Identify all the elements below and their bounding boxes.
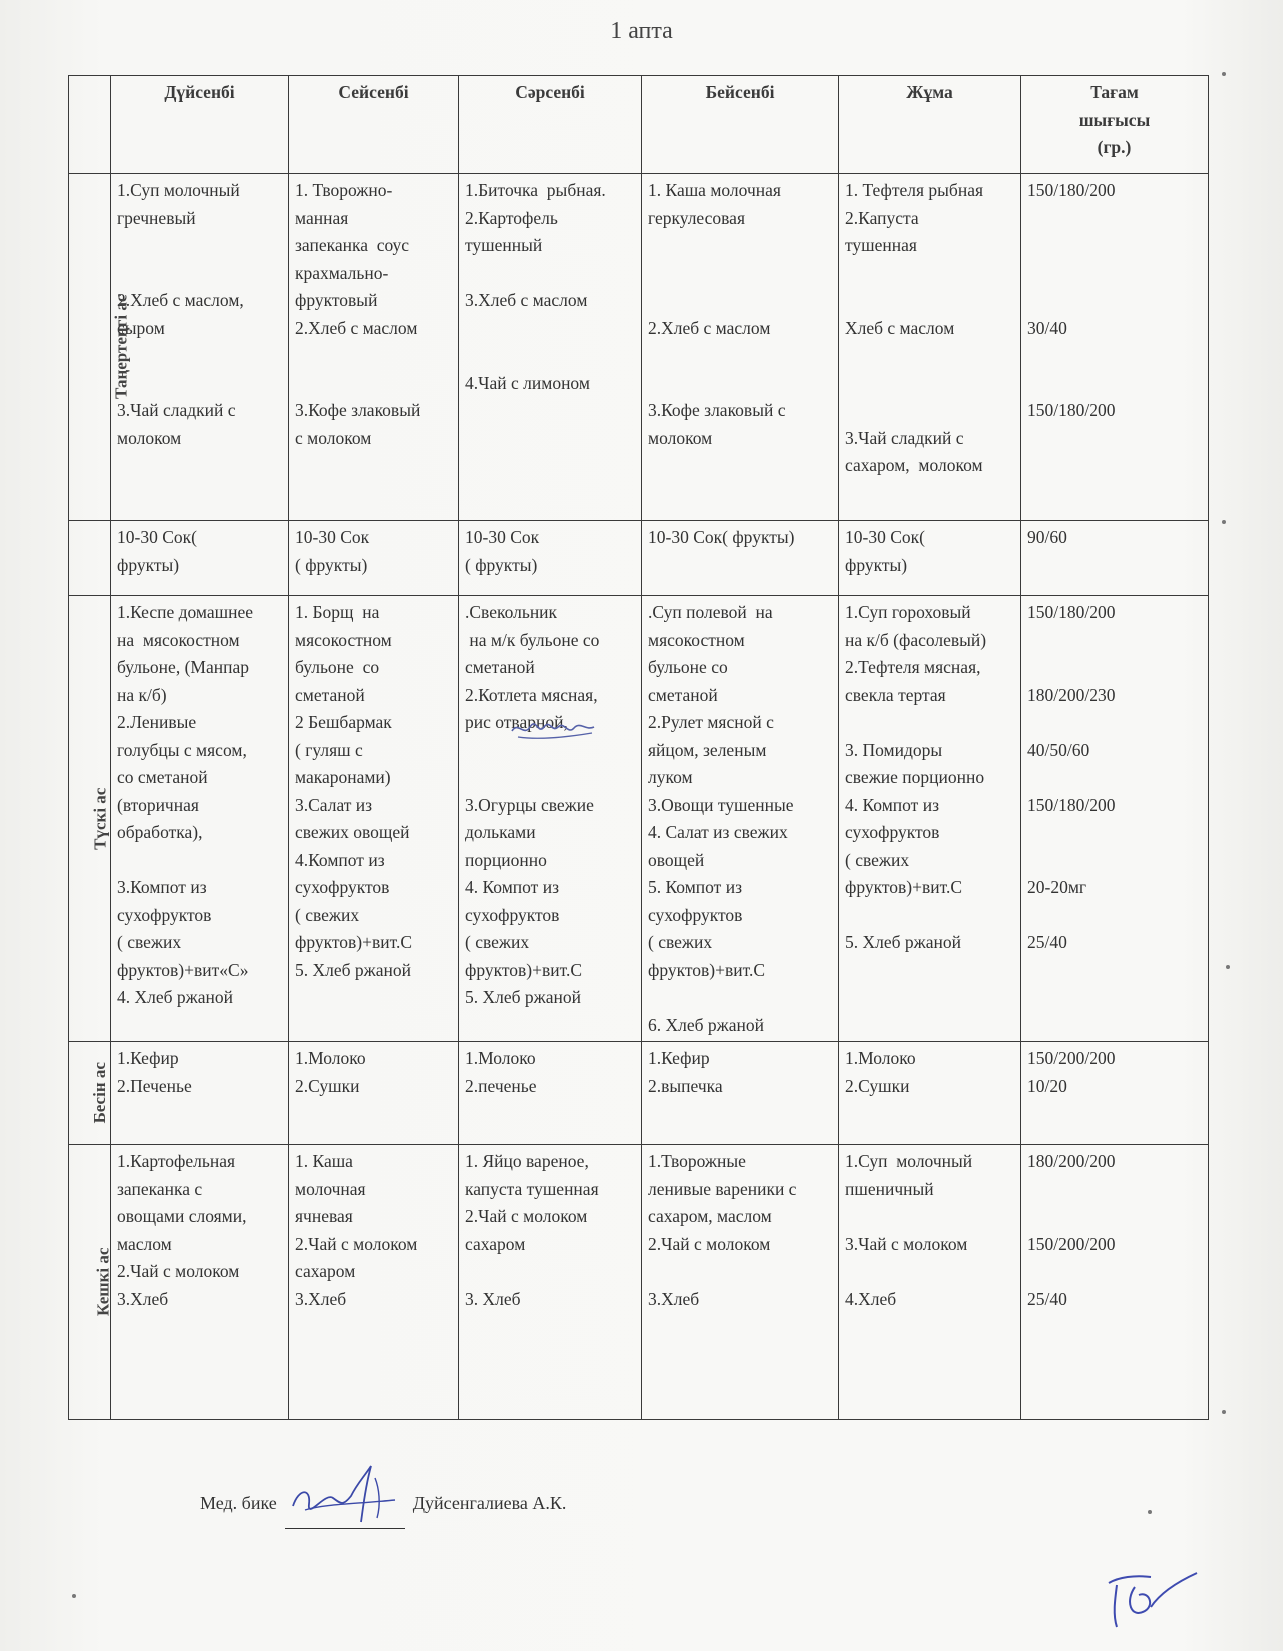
menu-line: ( фрукты) xyxy=(295,554,368,575)
menu-line: с молоком xyxy=(295,427,372,448)
menu-line: сахаром, маслом xyxy=(648,1206,772,1226)
menu-line: 1. Каша молочная xyxy=(648,180,781,200)
menu-cell-monday xyxy=(111,174,289,521)
menu-line: 180/200/200 xyxy=(1027,1151,1116,1171)
menu-line xyxy=(1027,232,1202,260)
menu-line: 4. Компот из xyxy=(465,877,559,897)
menu-line: ( свежих xyxy=(295,904,360,925)
meal-name-cell xyxy=(69,174,131,521)
menu-line: молочная xyxy=(295,1178,366,1199)
menu-line: 2 Бешбармак xyxy=(295,712,392,732)
menu-line: 1.Суп молочный xyxy=(845,1151,973,1171)
menu-cell-thursday xyxy=(642,1145,839,1420)
header-row xyxy=(69,76,1209,174)
menu-line: 3.Чай с молоком xyxy=(845,1233,968,1254)
menu-line: бульоне со xyxy=(648,657,728,677)
menu-line xyxy=(845,342,1014,370)
menu-cell-wednesday xyxy=(459,521,642,596)
menu-line: мясокостном xyxy=(648,629,745,650)
menu-cell-monday xyxy=(111,1042,289,1145)
menu-line: 2.Чай с молоком xyxy=(465,1206,588,1226)
menu-line: фрукты) xyxy=(845,554,908,575)
menu-cell-output xyxy=(1021,1145,1209,1420)
menu-line: 2.Печенье xyxy=(117,1075,192,1096)
menu-line: 2.Чай с молоком xyxy=(648,1233,771,1254)
menu-line: мясокостном xyxy=(295,629,392,650)
menu-line: фрукты) xyxy=(117,554,180,575)
menu-line xyxy=(845,287,1014,315)
menu-line: 150/180/200 xyxy=(1027,400,1116,420)
menu-cell-tuesday xyxy=(289,1042,459,1145)
menu-line: 2.печенье xyxy=(465,1075,537,1096)
menu-line: ( свежих xyxy=(648,932,713,952)
menu-line: на к/б) xyxy=(117,684,167,705)
menu-line: 180/200/230 xyxy=(1027,684,1116,705)
menu-line: сахаром xyxy=(295,1261,356,1281)
header-corner xyxy=(69,76,111,174)
meal-row-breakfast xyxy=(69,174,1209,521)
menu-line: 4. Хлеб ржаной xyxy=(117,987,234,1007)
signature-line xyxy=(285,1478,405,1529)
menu-line: тушенная xyxy=(845,235,917,255)
menu-line: .Свекольник xyxy=(465,602,558,622)
menu-line: сухофруктов xyxy=(648,904,743,925)
menu-line: сахаром, молоком xyxy=(845,455,983,475)
menu-line: 25/40 xyxy=(1027,932,1067,952)
menu-cell-friday xyxy=(839,174,1021,521)
menu-line: 2.Чай с молоком xyxy=(117,1261,240,1281)
scan-speck xyxy=(1222,1410,1226,1414)
menu-line xyxy=(1027,1258,1202,1286)
menu-line: 2.Чай с молоком xyxy=(295,1233,418,1254)
menu-line xyxy=(1027,764,1202,792)
menu-line: свежие порционно xyxy=(845,767,985,787)
menu-line xyxy=(845,1258,1014,1286)
menu-cell-tuesday xyxy=(289,596,459,1042)
menu-line: 3.Салат из xyxy=(295,794,373,815)
menu-line: ленивые вареники с xyxy=(648,1178,797,1199)
menu-line: 4.Компот из xyxy=(295,849,385,870)
header-day-monday: Дүйсенбі xyxy=(111,76,289,174)
menu-line: Хлеб с маслом xyxy=(845,317,955,338)
menu-line xyxy=(1027,342,1202,370)
menu-line xyxy=(1027,654,1202,682)
header-day-friday: Жұма xyxy=(839,76,1021,174)
menu-line: тушенный xyxy=(465,235,543,255)
menu-line: 150/200/200 xyxy=(1027,1233,1116,1254)
menu-cell-wednesday xyxy=(459,1145,642,1420)
menu-line: дольками xyxy=(465,822,536,842)
menu-cell-output xyxy=(1021,174,1209,521)
menu-line: молоком xyxy=(648,427,713,448)
menu-line: 2.Хлеб с маслом, xyxy=(117,290,244,310)
menu-line: овощей xyxy=(648,849,705,870)
scan-speck xyxy=(72,1594,76,1598)
menu-line: 10/20 xyxy=(1027,1075,1067,1096)
menu-line: 3.Хлеб xyxy=(117,1288,169,1309)
menu-cell-thursday xyxy=(642,521,839,596)
meal-name-cell xyxy=(69,521,111,596)
handwritten-signature xyxy=(285,1448,415,1528)
menu-line: запеканка соус xyxy=(295,235,410,255)
menu-line: 40/50/60 xyxy=(1027,739,1090,760)
menu-cell-wednesday xyxy=(459,174,642,521)
menu-line: 3.Хлеб с маслом xyxy=(465,290,588,310)
menu-line xyxy=(1027,709,1202,737)
menu-line xyxy=(465,315,635,343)
menu-cell-friday xyxy=(839,596,1021,1042)
menu-line: фруктов)+вит.С xyxy=(295,932,413,952)
menu-line: голубцы с мясом, xyxy=(117,739,247,760)
menu-cell-output xyxy=(1021,596,1209,1042)
menu-line: гречневый xyxy=(117,207,196,228)
menu-line: 30/40 xyxy=(1027,317,1067,338)
signature-row xyxy=(200,1478,566,1529)
menu-line xyxy=(1027,847,1202,875)
menu-line: 150/180/200 xyxy=(1027,180,1116,200)
menu-line xyxy=(1027,902,1202,930)
scan-speck xyxy=(1226,965,1230,969)
menu-cell-wednesday xyxy=(459,596,642,1042)
menu-line: яйцом, зеленым xyxy=(648,739,767,760)
menu-line: на мясокостном xyxy=(117,629,240,650)
menu-line xyxy=(648,342,832,370)
menu-line: сметаной xyxy=(295,684,365,705)
menu-line xyxy=(1027,370,1202,398)
menu-cell-output xyxy=(1021,521,1209,596)
menu-line xyxy=(648,232,832,260)
menu-line xyxy=(648,287,832,315)
menu-line: сухофруктов xyxy=(465,904,560,925)
menu-line: 3.Кофе злаковый xyxy=(295,400,421,420)
corner-signature xyxy=(1095,1555,1205,1635)
menu-line: ( свежих xyxy=(117,932,182,952)
menu-line: 20-20мг xyxy=(1027,877,1087,897)
menu-line: крахмально- xyxy=(295,262,389,283)
menu-line: сухофруктов xyxy=(295,877,390,897)
menu-line: 1.Суп молочный xyxy=(117,180,240,200)
menu-line: 1.Суп гороховый xyxy=(845,602,971,622)
menu-line: 4.Чай с лимоном xyxy=(465,372,590,393)
meal-name: Бесін ас xyxy=(89,1062,109,1124)
menu-cell-friday xyxy=(839,521,1021,596)
menu-line: 1.Молоко xyxy=(295,1048,366,1068)
menu-line: фруктов)+вит.С xyxy=(648,959,766,980)
menu-line: фруктовый xyxy=(295,290,378,310)
menu-line: 2.Котлета мясная, xyxy=(465,684,598,705)
menu-line: 3.Овощи тушенные xyxy=(648,794,794,815)
menu-line xyxy=(1027,1203,1202,1231)
menu-line: 150/200/200 xyxy=(1027,1048,1116,1068)
menu-line: 2.выпечка xyxy=(648,1075,723,1096)
menu-line: ( свежих xyxy=(845,849,910,870)
menu-line: 2.Рулет мясной с xyxy=(648,712,774,732)
page-title: 1 апта xyxy=(610,18,673,44)
menu-line: 1. Яйцо вареное, xyxy=(465,1151,589,1171)
menu-line: 1.Картофельная xyxy=(117,1151,236,1171)
meal-name-cell xyxy=(69,1042,111,1145)
menu-line: 10-30 Сок( xyxy=(117,527,197,547)
menu-line: 10-30 Сок xyxy=(465,527,540,547)
menu-line: 10-30 Сок( xyxy=(845,527,925,547)
menu-cell-output xyxy=(1021,1042,1209,1145)
menu-line xyxy=(465,342,635,370)
meal-name-cell xyxy=(69,1145,111,1420)
menu-line: со сметаной xyxy=(117,767,208,787)
menu-cell-friday xyxy=(839,1042,1021,1145)
menu-line: 2.Тефтеля мясная, xyxy=(845,657,981,677)
menu-line: 5. Хлеб ржаной xyxy=(295,959,412,980)
menu-line xyxy=(845,709,1014,737)
menu-line: 3.Хлеб xyxy=(295,1288,347,1309)
menu-line xyxy=(648,370,832,398)
menu-line: фруктов)+вит«С» xyxy=(117,959,249,980)
menu-line xyxy=(295,370,452,398)
menu-line xyxy=(117,260,282,288)
menu-line: 3. Хлеб xyxy=(465,1288,521,1309)
signature-label: Мед. бике xyxy=(200,1493,277,1513)
menu-line: сухофруктов xyxy=(845,822,940,842)
header-day-wednesday: Сәрсенбі xyxy=(459,76,642,174)
menu-line xyxy=(845,902,1014,930)
menu-line: рис отварной, xyxy=(465,712,568,732)
menu-line: 150/180/200 xyxy=(1027,602,1116,622)
meal-name: Кешкі ас xyxy=(93,1247,113,1317)
menu-line: на м/к бульоне со xyxy=(465,629,600,650)
menu-line: ( гуляш с xyxy=(295,739,363,760)
menu-line: 1.Кефир xyxy=(648,1048,710,1068)
menu-line: 2.Капуста xyxy=(845,207,919,228)
menu-line: 1.Молоко xyxy=(465,1048,536,1068)
menu-line: луком xyxy=(648,767,693,787)
menu-line: обработка), xyxy=(117,822,203,842)
menu-line: 3.Кофе злаковый с xyxy=(648,400,786,420)
menu-line: сметаной xyxy=(465,657,535,677)
menu-line: 3.Чай сладкий с xyxy=(845,427,964,448)
meal-name: Түскі ас xyxy=(90,787,110,850)
menu-cell-friday xyxy=(839,1145,1021,1420)
menu-line: 25/40 xyxy=(1027,1288,1067,1309)
menu-line xyxy=(117,370,282,398)
menu-cell-tuesday xyxy=(289,521,459,596)
menu-line: запеканка с xyxy=(117,1178,203,1199)
menu-line: 1. Тефтеля рыбная xyxy=(845,180,984,200)
menu-line: 2.Хлеб с маслом xyxy=(295,317,418,338)
menu-cell-monday xyxy=(111,596,289,1042)
menu-line xyxy=(117,232,282,260)
menu-line: фруктов)+вит.С xyxy=(465,959,583,980)
menu-line: 4.Хлеб xyxy=(845,1288,897,1309)
weekly-menu-table xyxy=(68,75,1209,1420)
menu-line xyxy=(648,984,832,1012)
menu-line: 1.Творожные xyxy=(648,1151,746,1171)
menu-line: 1. Каша xyxy=(295,1151,353,1171)
menu-line: 4. Салат из свежих xyxy=(648,822,788,842)
menu-line: геркулесовая xyxy=(648,207,746,228)
menu-line: сухофруктов xyxy=(117,904,212,925)
scan-speck xyxy=(1222,72,1226,76)
menu-line: (вторичная xyxy=(117,794,199,815)
menu-line xyxy=(1027,287,1202,315)
scan-speck xyxy=(1148,1510,1152,1514)
menu-line: 4. Компот из xyxy=(845,794,939,815)
menu-line xyxy=(1027,819,1202,847)
menu-line xyxy=(117,342,282,370)
menu-line: манная xyxy=(295,207,349,228)
menu-line: бульоне, (Манпар xyxy=(117,657,249,677)
menu-line xyxy=(1027,627,1202,655)
menu-line xyxy=(1027,260,1202,288)
menu-line: 1.Кеспе домашнее xyxy=(117,602,254,622)
menu-cell-tuesday xyxy=(289,1145,459,1420)
menu-line xyxy=(295,342,452,370)
signature-name: Дуйсенгалиева А.К. xyxy=(412,1493,567,1513)
menu-line: 1.Молоко xyxy=(845,1048,916,1068)
menu-line: 1. Творожно- xyxy=(295,180,393,200)
meal-name-cell xyxy=(69,596,111,1042)
menu-line: 2.Ленивые xyxy=(117,712,197,732)
menu-line: порционно xyxy=(465,849,547,870)
menu-line: 3.Чай сладкий с xyxy=(117,400,236,420)
menu-line: ячневая xyxy=(295,1206,353,1226)
menu-line: макаронами) xyxy=(295,767,391,787)
menu-line xyxy=(1027,1176,1202,1204)
menu-line: свекла тертая xyxy=(845,684,946,705)
menu-line xyxy=(845,260,1014,288)
menu-line xyxy=(648,260,832,288)
menu-line: 3.Огурцы свежие xyxy=(465,794,594,815)
menu-cell-monday xyxy=(111,521,289,596)
menu-line: 2.Картофель xyxy=(465,207,558,228)
menu-line: 3.Компот из xyxy=(117,877,207,897)
menu-line xyxy=(845,370,1014,398)
menu-line: 5. Хлеб ржаной xyxy=(845,932,962,952)
menu-line xyxy=(1027,205,1202,233)
meal-name: Таңертеңгі ас xyxy=(111,294,131,400)
menu-line: 3.Хлеб xyxy=(648,1288,700,1309)
meal-row-afternoon-snack xyxy=(69,1042,1209,1145)
menu-line: молоком xyxy=(117,427,182,448)
menu-line: 1. Борщ на xyxy=(295,602,380,622)
menu-line: 10-30 Сок xyxy=(295,527,370,547)
menu-cell-thursday xyxy=(642,1042,839,1145)
menu-line: 10-30 Сок( фрукты) xyxy=(648,527,795,547)
menu-line: 150/180/200 xyxy=(1027,794,1116,815)
menu-cell-thursday xyxy=(642,174,839,521)
menu-line xyxy=(648,1258,832,1286)
menu-line xyxy=(845,1203,1014,1231)
menu-line xyxy=(465,260,635,288)
header-day-thursday: Бейсенбі xyxy=(642,76,839,174)
menu-line xyxy=(117,847,282,875)
menu-cell-monday xyxy=(111,1145,289,1420)
menu-line: фруктов)+вит.С xyxy=(845,877,963,897)
menu-line: 1.Кефир xyxy=(117,1048,179,1068)
menu-line xyxy=(465,764,635,792)
menu-line: 3. Помидоры xyxy=(845,739,943,760)
scan-speck xyxy=(1222,520,1226,524)
menu-line: 2.Сушки xyxy=(295,1075,360,1096)
menu-line: 5. Компот из xyxy=(648,877,742,897)
menu-line: ( фрукты) xyxy=(465,554,538,575)
menu-line: сметаной xyxy=(648,684,718,705)
menu-cell-tuesday xyxy=(289,174,459,521)
menu-line: 2.Хлеб с маслом xyxy=(648,317,771,338)
menu-line: 1.Биточка рыбная. xyxy=(465,180,606,200)
meal-row-lunch xyxy=(69,596,1209,1042)
menu-line: свежих овощей xyxy=(295,822,410,842)
menu-line xyxy=(845,397,1014,425)
menu-line: 90/60 xyxy=(1027,527,1067,547)
menu-line: ( свежих xyxy=(465,932,530,952)
meal-row-dinner xyxy=(69,1145,1209,1420)
menu-line: .Суп полевой на xyxy=(648,602,773,622)
menu-cell-wednesday xyxy=(459,1042,642,1145)
menu-line: овощами слоями, xyxy=(117,1206,247,1226)
meal-row-snack-juice xyxy=(69,521,1209,596)
menu-line: сыром xyxy=(117,317,165,338)
menu-line: 5. Хлеб ржаной xyxy=(465,987,582,1007)
menu-line: сахаром xyxy=(465,1233,526,1254)
header-day-tuesday: Сейсенбі xyxy=(289,76,459,174)
menu-line: пшеничный xyxy=(845,1178,934,1199)
menu-line: бульоне со xyxy=(295,657,380,677)
menu-line: 6. Хлеб ржаной xyxy=(648,1014,765,1035)
menu-line: на к/б (фасолевый) xyxy=(845,629,987,650)
menu-line xyxy=(465,1258,635,1286)
menu-line: маслом xyxy=(117,1233,172,1254)
menu-line: 2.Сушки xyxy=(845,1075,910,1096)
menu-line: капуста тушенная xyxy=(465,1178,599,1199)
handwritten-note-grechka xyxy=(508,715,598,745)
menu-cell-thursday xyxy=(642,596,839,1042)
header-output: Тағам шығысы (гр.) xyxy=(1021,76,1209,174)
